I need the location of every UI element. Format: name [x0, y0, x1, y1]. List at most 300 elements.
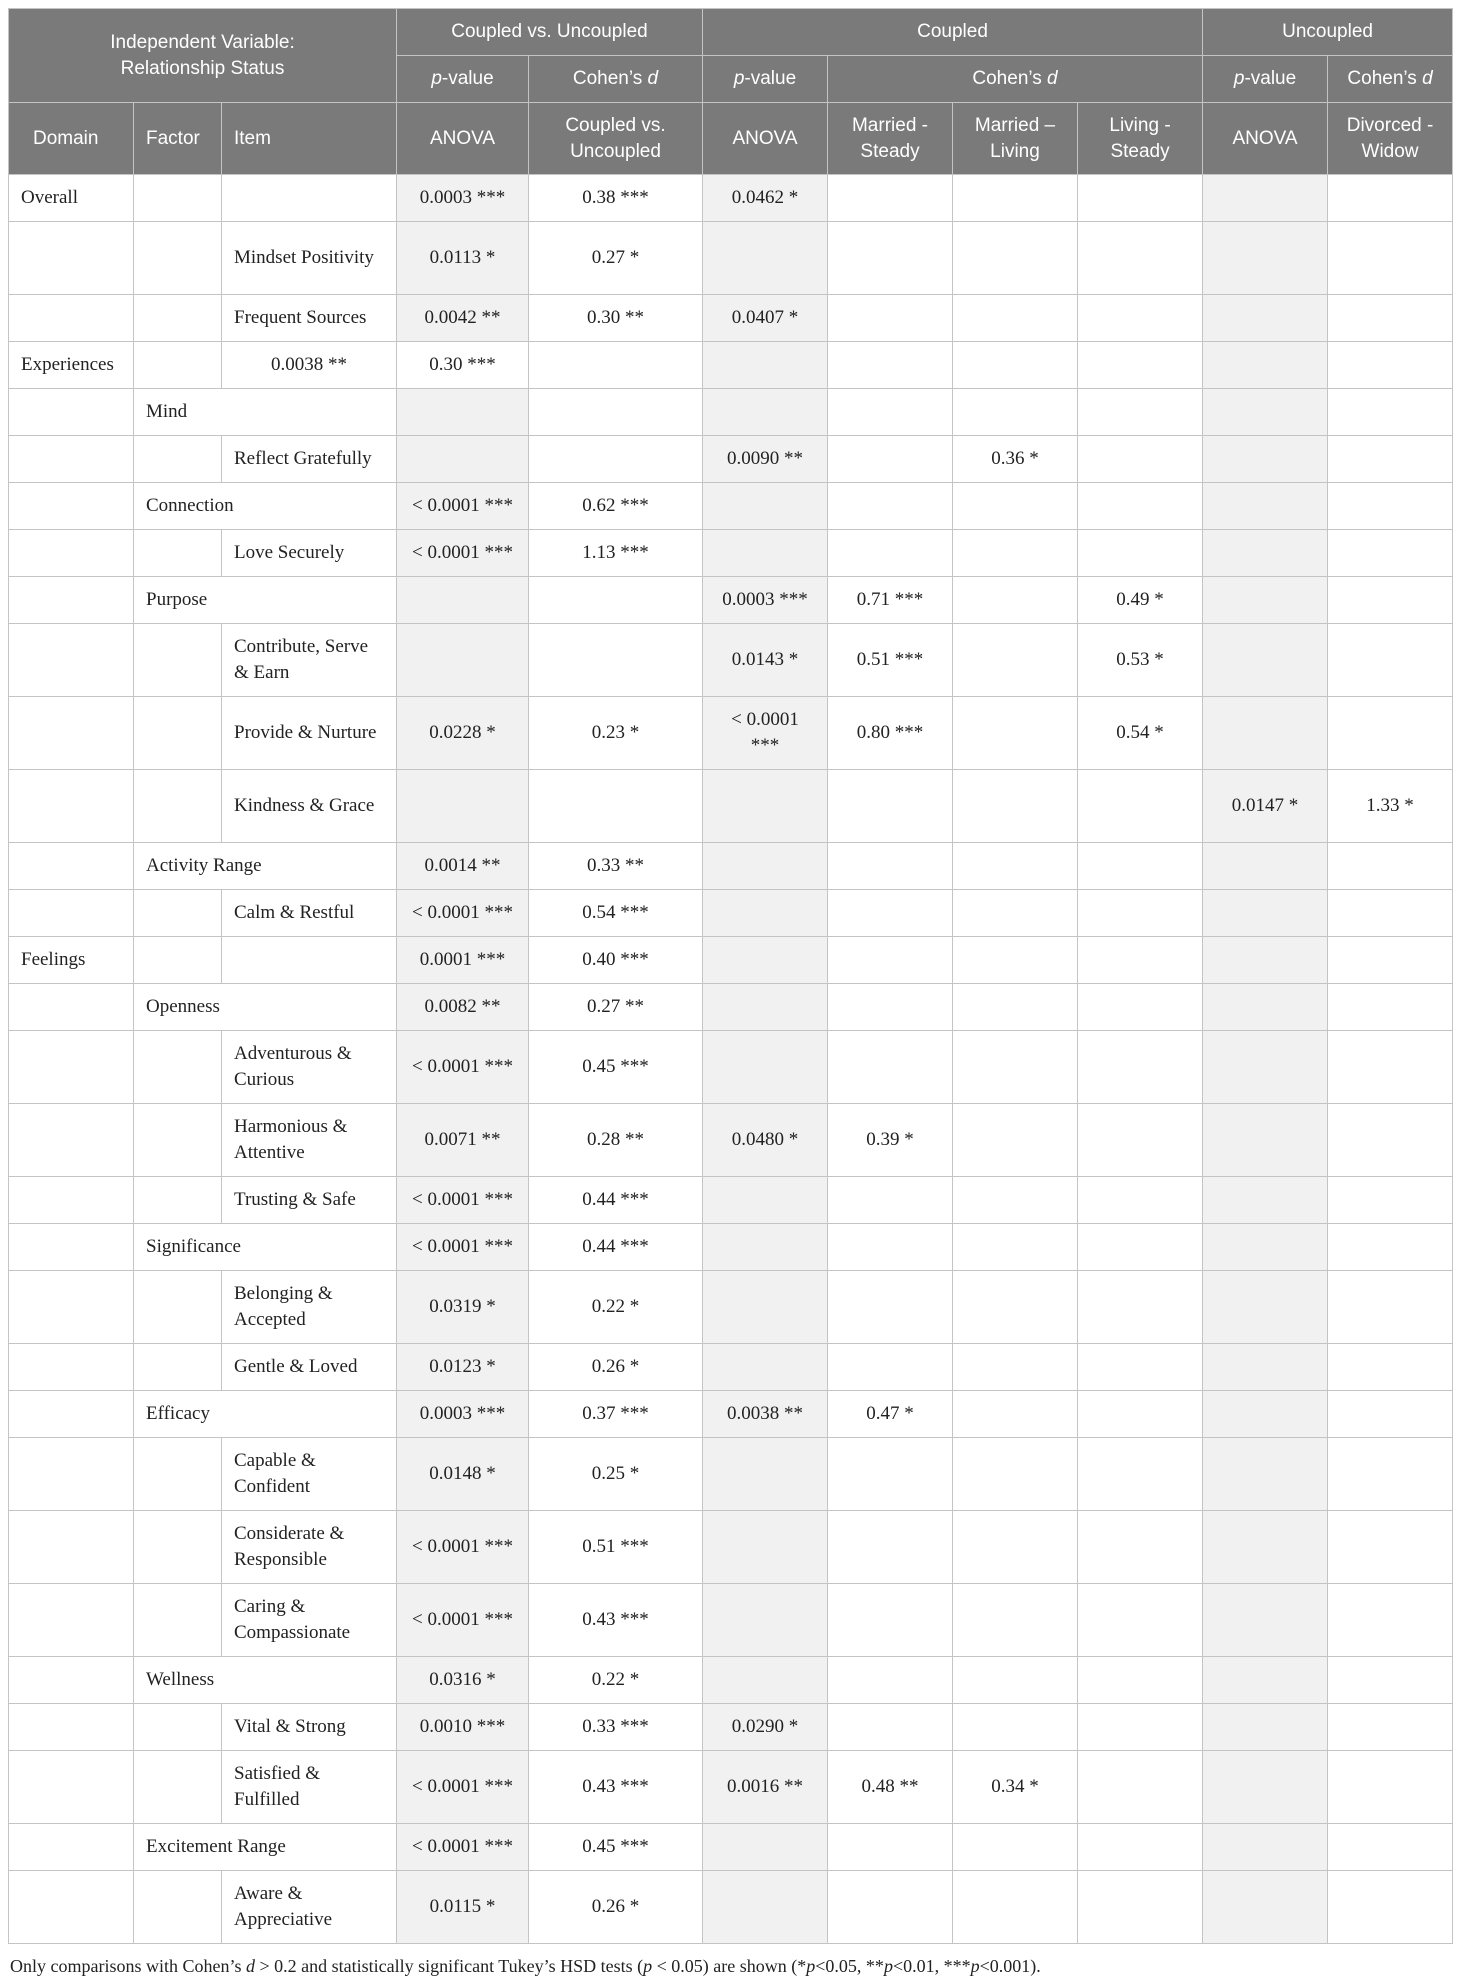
married-steady-cell	[828, 1224, 953, 1271]
married-steady-cell: 0.39 *	[828, 1104, 953, 1177]
item-cell: Harmonious & Attentive	[222, 1104, 397, 1177]
cvu-cohens-d-cell: 0.27 **	[529, 984, 703, 1031]
coupled-anova-cell	[703, 1871, 828, 1944]
cvu-cohens-d-cell: 0.26 *	[529, 1344, 703, 1391]
table-row	[9, 937, 1453, 984]
cvu-anova-cell	[397, 770, 529, 843]
factor-cell: Significance	[134, 1224, 397, 1271]
coupled-anova-cell	[703, 530, 828, 577]
living-steady-cell	[1078, 1704, 1203, 1751]
married-living-cell	[953, 937, 1078, 984]
divorced-widow-cell	[1328, 175, 1453, 222]
coupled-anova-cell: 0.0003 ***	[703, 577, 828, 624]
coupled-anova-cell: 0.0090 **	[703, 436, 828, 483]
table-row	[9, 1704, 1453, 1751]
married-steady-cell	[828, 1177, 953, 1224]
domain-cell	[9, 577, 134, 624]
married-steady-cell	[828, 770, 953, 843]
cvu-cohens-d-cell: 0.37 ***	[529, 1391, 703, 1438]
living-steady-cell	[1078, 937, 1203, 984]
domain-column-header: Domain	[9, 103, 134, 175]
table-footnote: Only comparisons with Cohen’s d > 0.2 and statistically significant Tukey’s HSD tests (p < 0.05) are shown (*p<0.05, **p<0.01, ***p<0.001).	[10, 1956, 1041, 1976]
cvu-anova-cell: 0.0316 *	[397, 1657, 529, 1704]
cvu-cohens-d-cell: 0.25 *	[529, 1438, 703, 1511]
cvu-cohens-d-cell: 0.22 *	[529, 1271, 703, 1344]
table-row	[9, 1391, 1453, 1438]
cvu-anova-cell: 0.0003 ***	[397, 175, 529, 222]
divorced-widow-cell	[1328, 1751, 1453, 1824]
factor-cell	[134, 1104, 222, 1177]
results-table	[8, 8, 1453, 1944]
living-steady-cell	[1078, 1271, 1203, 1344]
factor-cell	[134, 1871, 222, 1944]
divorced-widow-cell	[1328, 1391, 1453, 1438]
domain-cell	[9, 295, 134, 342]
cvu-cohens-d-cell: 0.44 ***	[529, 1177, 703, 1224]
coupled-anova-cell: 0.0407 *	[703, 295, 828, 342]
married-steady-cell	[828, 436, 953, 483]
divorced-widow-cell	[1328, 1104, 1453, 1177]
table-row	[9, 984, 1453, 1031]
cvu-anova-cell: 0.0071 **	[397, 1104, 529, 1177]
factor-cell: Activity Range	[134, 843, 397, 890]
married-steady-cell	[828, 175, 953, 222]
domain-cell	[9, 890, 134, 937]
cvu-cohens-d-cell: 0.23 *	[529, 697, 703, 770]
domain-cell	[9, 1704, 134, 1751]
table-row	[9, 389, 1453, 436]
factor-cell: Wellness	[134, 1657, 397, 1704]
factor-cell	[134, 1177, 222, 1224]
married-living-cell	[953, 1031, 1078, 1104]
coupled-anova-cell	[703, 389, 828, 436]
cvu-anova-cell: < 0.0001 ***	[397, 530, 529, 577]
married-living-cell	[953, 984, 1078, 1031]
uncoupled-anova-cell	[1203, 1657, 1328, 1704]
married-living-cell	[953, 1224, 1078, 1271]
uncoupled-anova-cell	[1203, 890, 1328, 937]
item-cell: Considerate & Responsible	[222, 1511, 397, 1584]
married-living-cell	[953, 389, 1078, 436]
uncoupled-anova-cell	[1203, 624, 1328, 697]
domain-cell	[9, 1584, 134, 1657]
cvu-anova-cell: < 0.0001 ***	[397, 1031, 529, 1104]
living-steady-column-header: Living - Steady	[1078, 103, 1203, 175]
divorced-widow-cell	[1328, 1438, 1453, 1511]
factor-cell	[134, 770, 222, 843]
cvu-cohens-d-cell: 0.40 ***	[529, 937, 703, 984]
married-living-cell	[953, 1391, 1078, 1438]
domain-cell	[9, 1104, 134, 1177]
domain-cell	[9, 1391, 134, 1438]
cvu-anova-cell	[397, 624, 529, 697]
divorced-widow-cell	[1328, 1271, 1453, 1344]
domain-cell	[9, 843, 134, 890]
domain-cell	[9, 984, 134, 1031]
domain-cell	[9, 436, 134, 483]
cvu-cohens-d-cell: 0.45 ***	[529, 1031, 703, 1104]
table-header	[9, 9, 1453, 175]
uncoupled-anova-cell	[1203, 937, 1328, 984]
table-row	[9, 1031, 1453, 1104]
group-header-coupled-vs-uncoupled: Coupled vs. Uncoupled	[397, 9, 703, 56]
item-column-header: Item	[222, 103, 397, 175]
cvu-cohens-d-cell	[529, 624, 703, 697]
item-cell: Provide & Nurture	[222, 697, 397, 770]
coupled-anova-cell	[703, 222, 828, 295]
divorced-widow-cell	[1328, 483, 1453, 530]
domain-cell	[9, 1511, 134, 1584]
married-living-cell	[953, 1104, 1078, 1177]
uncoupled-anova-cell	[1203, 342, 1328, 389]
item-cell: Contribute, Serve & Earn	[222, 624, 397, 697]
living-steady-cell	[1078, 389, 1203, 436]
factor-cell	[134, 1344, 222, 1391]
living-steady-cell	[1078, 984, 1203, 1031]
divorced-widow-cell	[1328, 436, 1453, 483]
cvu-anova-cell: 0.0014 **	[397, 843, 529, 890]
iv-title-header: Independent Variable: Relationship Status	[9, 9, 397, 103]
living-steady-cell	[1078, 890, 1203, 937]
married-steady-cell	[828, 1344, 953, 1391]
item-cell: Vital & Strong	[222, 1704, 397, 1751]
factor-cell: Connection	[134, 483, 397, 530]
uncoupled-anova-cell	[1203, 1031, 1328, 1104]
coupled-anova-cell	[703, 1824, 828, 1871]
cohens-d-header-1: Cohen’s d	[529, 56, 703, 103]
living-steady-cell	[1078, 1104, 1203, 1177]
married-steady-cell: 0.47 *	[828, 1391, 953, 1438]
married-living-cell	[953, 1344, 1078, 1391]
item-cell: Caring & Compassionate	[222, 1584, 397, 1657]
uncoupled-anova-cell	[1203, 1751, 1328, 1824]
item-cell: Trusting & Safe	[222, 1177, 397, 1224]
cvu-anova-cell: 0.0001 ***	[397, 937, 529, 984]
coupled-anova-cell	[703, 843, 828, 890]
coupled-anova-cell	[703, 984, 828, 1031]
living-steady-cell	[1078, 222, 1203, 295]
coupled-anova-cell	[703, 1438, 828, 1511]
married-steady-column-header: Married - Steady	[828, 103, 953, 175]
divorced-widow-cell	[1328, 1344, 1453, 1391]
divorced-widow-cell	[1328, 697, 1453, 770]
table-row	[9, 1344, 1453, 1391]
married-living-cell	[953, 530, 1078, 577]
living-steady-cell	[1078, 436, 1203, 483]
coupled-anova-cell	[703, 1344, 828, 1391]
divorced-widow-cell	[1328, 937, 1453, 984]
divorced-widow-cell	[1328, 1224, 1453, 1271]
married-living-cell	[953, 1824, 1078, 1871]
living-steady-cell	[1078, 1824, 1203, 1871]
married-steady-cell	[828, 1871, 953, 1944]
table-row	[9, 624, 1453, 697]
coupled-anova-cell	[703, 1031, 828, 1104]
living-steady-cell	[1078, 1584, 1203, 1657]
coupled-anova-cell: 0.0016 **	[703, 1751, 828, 1824]
domain-cell	[9, 483, 134, 530]
cohens-d-header-3: Cohen’s d	[1328, 56, 1453, 103]
married-living-cell	[953, 1584, 1078, 1657]
cvu-anova-cell	[397, 436, 529, 483]
table-row	[9, 1871, 1453, 1944]
uncoupled-anova-cell	[1203, 1704, 1328, 1751]
uncoupled-anova-cell	[1203, 389, 1328, 436]
married-living-cell	[953, 342, 1078, 389]
married-living-cell	[953, 1871, 1078, 1944]
cvu-anova-cell: < 0.0001 ***	[397, 1224, 529, 1271]
domain-cell	[9, 770, 134, 843]
uncoupled-anova-cell	[1203, 483, 1328, 530]
item-cell: Adventurous & Curious	[222, 1031, 397, 1104]
table-row	[9, 770, 1453, 843]
cvu-anova-cell: < 0.0001 ***	[397, 1511, 529, 1584]
married-living-cell	[953, 175, 1078, 222]
living-steady-cell	[1078, 1224, 1203, 1271]
domain-cell	[9, 1224, 134, 1271]
item-cell: Aware & Appreciative	[222, 1871, 397, 1944]
divorced-widow-cell	[1328, 530, 1453, 577]
divorced-widow-cell	[1328, 1177, 1453, 1224]
living-steady-cell	[1078, 295, 1203, 342]
uncoupled-anova-cell	[1203, 984, 1328, 1031]
pvalue-header-2: p-value	[703, 56, 828, 103]
cvu-anova-cell	[397, 577, 529, 624]
living-steady-cell	[1078, 1391, 1203, 1438]
coupled-anova-cell: 0.0143 *	[703, 624, 828, 697]
uncoupled-anova-cell	[1203, 1344, 1328, 1391]
cvu-cohens-d-cell: 0.30 **	[529, 295, 703, 342]
item-cell: Kindness & Grace	[222, 770, 397, 843]
domain-cell	[9, 1344, 134, 1391]
cvu-anova-cell: < 0.0001 ***	[397, 1177, 529, 1224]
uncoupled-anova-cell	[1203, 1177, 1328, 1224]
factor-cell	[134, 624, 222, 697]
factor-column-header: Factor	[134, 103, 222, 175]
factor-cell	[134, 530, 222, 577]
divorced-widow-cell	[1328, 843, 1453, 890]
cvu-cohens-d-cell: 0.22 *	[529, 1657, 703, 1704]
table-row	[9, 1584, 1453, 1657]
married-steady-cell	[828, 483, 953, 530]
coupled-anova-cell: < 0.0001 ***	[703, 697, 828, 770]
living-steady-cell: 0.49 *	[1078, 577, 1203, 624]
married-living-column-header: Married – Living	[953, 103, 1078, 175]
table-row	[9, 890, 1453, 937]
cvu-anova-cell: 0.0319 *	[397, 1271, 529, 1344]
married-living-cell	[953, 1704, 1078, 1751]
living-steady-cell	[1078, 1177, 1203, 1224]
factor-cell	[134, 1704, 222, 1751]
cvu-anova-cell: 0.0003 ***	[397, 1391, 529, 1438]
pvalue-header-1: p-value	[397, 56, 529, 103]
married-living-cell	[953, 1177, 1078, 1224]
married-steady-cell	[828, 342, 953, 389]
table-row	[9, 436, 1453, 483]
table-row	[9, 1177, 1453, 1224]
married-living-cell	[953, 624, 1078, 697]
table-row	[9, 483, 1453, 530]
table-row	[9, 175, 1453, 222]
coupled-anova-cell	[703, 1584, 828, 1657]
divorced-widow-cell	[1328, 1584, 1453, 1657]
married-steady-cell	[828, 1271, 953, 1344]
cvu-cohens-d-cell: 0.51 ***	[529, 1511, 703, 1584]
cvu-cohens-d-cell: 0.54 ***	[529, 890, 703, 937]
factor-cell	[134, 890, 222, 937]
factor-cell	[134, 222, 222, 295]
item-cell	[222, 937, 397, 984]
uncoupled-anova-cell	[1203, 1584, 1328, 1657]
married-steady-cell	[828, 222, 953, 295]
table-row	[9, 697, 1453, 770]
cvu-cohens-d-cell: 0.38 ***	[529, 175, 703, 222]
group-header-coupled: Coupled	[703, 9, 1203, 56]
divorced-widow-cell	[1328, 890, 1453, 937]
cvu-cohens-d-cell: 0.62 ***	[529, 483, 703, 530]
coupled-anova-cell	[703, 1177, 828, 1224]
anova-column-header-1: ANOVA	[397, 103, 529, 175]
factor-cell	[134, 1438, 222, 1511]
divorced-widow-cell: 1.33 *	[1328, 770, 1453, 843]
cvu-anova-cell: 0.30 ***	[397, 342, 529, 389]
cvu-anova-cell: 0.0042 **	[397, 295, 529, 342]
cvu-cohens-d-cell	[529, 389, 703, 436]
married-steady-cell	[828, 1438, 953, 1511]
uncoupled-anova-cell	[1203, 577, 1328, 624]
married-steady-cell	[828, 295, 953, 342]
living-steady-cell	[1078, 770, 1203, 843]
living-steady-cell	[1078, 1438, 1203, 1511]
item-cell: Capable & Confident	[222, 1438, 397, 1511]
factor-cell	[134, 175, 222, 222]
domain-cell	[9, 1824, 134, 1871]
pvalue-header-3: p-value	[1203, 56, 1328, 103]
domain-cell	[9, 1271, 134, 1344]
cvu-anova-cell: < 0.0001 ***	[397, 483, 529, 530]
married-living-cell: 0.36 *	[953, 436, 1078, 483]
factor-cell	[134, 1511, 222, 1584]
table-row	[9, 295, 1453, 342]
married-steady-cell	[828, 890, 953, 937]
item-cell: Mindset Positivity	[222, 222, 397, 295]
factor-cell	[134, 1584, 222, 1657]
married-living-cell	[953, 697, 1078, 770]
factor-cell: Excitement Range	[134, 1824, 397, 1871]
table-body	[9, 175, 1453, 1944]
coupled-anova-cell: 0.0462 *	[703, 175, 828, 222]
cvu-cohens-d-cell	[529, 436, 703, 483]
item-cell: 0.0038 **	[222, 342, 397, 389]
factor-cell: Purpose	[134, 577, 397, 624]
factor-cell	[134, 1031, 222, 1104]
uncoupled-anova-cell	[1203, 1438, 1328, 1511]
cvu-cohens-d-cell: 0.43 ***	[529, 1751, 703, 1824]
married-living-cell	[953, 295, 1078, 342]
cvu-anova-cell: 0.0228 *	[397, 697, 529, 770]
item-cell	[222, 175, 397, 222]
item-cell: Love Securely	[222, 530, 397, 577]
table-row	[9, 843, 1453, 890]
item-cell: Gentle & Loved	[222, 1344, 397, 1391]
married-steady-cell: 0.71 ***	[828, 577, 953, 624]
living-steady-cell	[1078, 1871, 1203, 1944]
item-cell: Satisfied & Fulfilled	[222, 1751, 397, 1824]
uncoupled-anova-cell	[1203, 1104, 1328, 1177]
cvu-anova-cell: 0.0082 **	[397, 984, 529, 1031]
domain-cell	[9, 624, 134, 697]
coupled-anova-cell	[703, 937, 828, 984]
married-living-cell	[953, 222, 1078, 295]
married-steady-cell: 0.48 **	[828, 1751, 953, 1824]
divorced-widow-cell	[1328, 577, 1453, 624]
table-row	[9, 1657, 1453, 1704]
domain-cell: Experiences	[9, 342, 134, 389]
factor-cell	[134, 1271, 222, 1344]
item-cell: Belonging & Accepted	[222, 1271, 397, 1344]
married-steady-cell	[828, 1031, 953, 1104]
living-steady-cell	[1078, 175, 1203, 222]
cohens-d-header-2: Cohen’s d	[828, 56, 1203, 103]
factor-cell: Efficacy	[134, 1391, 397, 1438]
table-row	[9, 222, 1453, 295]
coupled-anova-cell	[703, 483, 828, 530]
uncoupled-anova-cell	[1203, 222, 1328, 295]
married-steady-cell	[828, 843, 953, 890]
factor-cell	[134, 342, 222, 389]
uncoupled-anova-cell	[1203, 436, 1328, 483]
cvu-anova-cell: < 0.0001 ***	[397, 1584, 529, 1657]
cvu-anova-cell: < 0.0001 ***	[397, 1824, 529, 1871]
cvu-cohens-d-cell	[529, 577, 703, 624]
coupled-anova-cell: 0.0290 *	[703, 1704, 828, 1751]
cvu-cohens-d-cell	[529, 770, 703, 843]
table-row	[9, 1271, 1453, 1344]
domain-cell	[9, 1751, 134, 1824]
item-cell: Reflect Gratefully	[222, 436, 397, 483]
uncoupled-anova-cell	[1203, 175, 1328, 222]
results-table-wrapper	[8, 8, 1452, 1977]
uncoupled-anova-cell	[1203, 1271, 1328, 1344]
domain-cell	[9, 1871, 134, 1944]
married-steady-cell	[828, 1584, 953, 1657]
coupled-anova-cell	[703, 770, 828, 843]
married-steady-cell	[828, 1824, 953, 1871]
factor-cell	[134, 697, 222, 770]
factor-cell	[134, 1751, 222, 1824]
coupled-anova-cell	[703, 1511, 828, 1584]
married-steady-cell	[828, 530, 953, 577]
living-steady-cell	[1078, 1031, 1203, 1104]
married-living-cell	[953, 770, 1078, 843]
coupled-anova-cell: 0.0480 *	[703, 1104, 828, 1177]
married-living-cell	[953, 577, 1078, 624]
cvu-cohens-d-cell: 0.27 *	[529, 222, 703, 295]
anova-column-header-2: ANOVA	[703, 103, 828, 175]
married-steady-cell: 0.51 ***	[828, 624, 953, 697]
cvu-anova-cell: 0.0148 *	[397, 1438, 529, 1511]
cvu-cohens-d-cell: 0.33 ***	[529, 1704, 703, 1751]
table-row	[9, 1824, 1453, 1871]
living-steady-cell: 0.54 *	[1078, 697, 1203, 770]
uncoupled-anova-cell	[1203, 697, 1328, 770]
divorced-widow-cell	[1328, 389, 1453, 436]
divorced-widow-cell	[1328, 342, 1453, 389]
domain-cell: Feelings	[9, 937, 134, 984]
coupled-anova-cell	[703, 1224, 828, 1271]
divorced-widow-cell	[1328, 1031, 1453, 1104]
divorced-widow-cell	[1328, 1871, 1453, 1944]
